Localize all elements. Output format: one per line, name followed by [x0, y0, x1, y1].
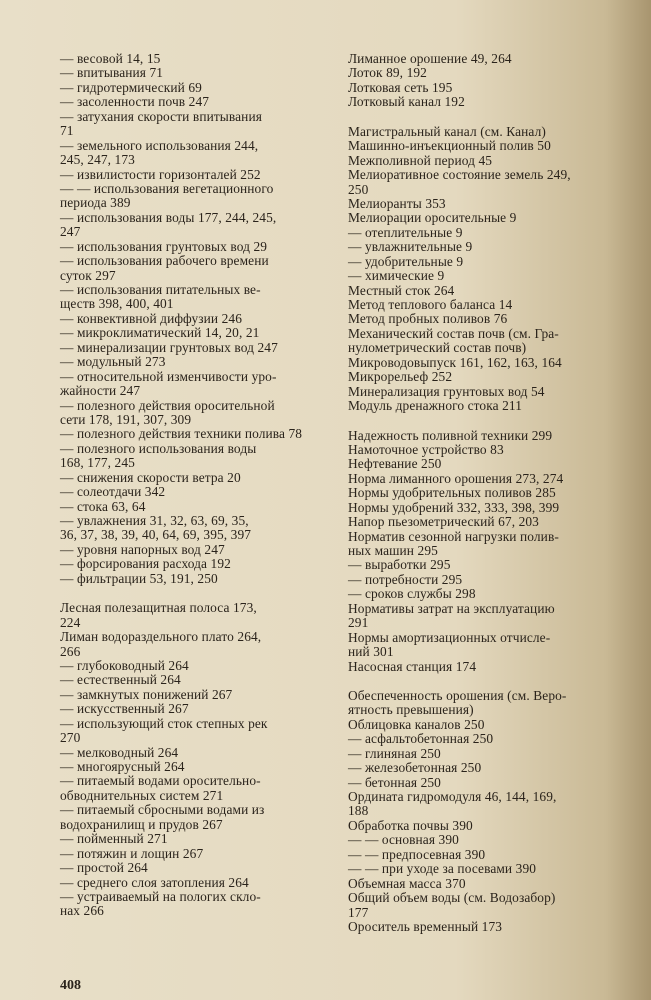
index-entry-line: Намоточное устройство 83 — [348, 441, 504, 457]
index-entry-line: — затухания скорости впитывания — [60, 108, 262, 124]
index-entry-line: — форсирования расхода 192 — [60, 556, 231, 572]
right-group-c — [348, 429, 626, 674]
index-entry-line: — конвективной диффузии 246 — [60, 310, 243, 326]
index-entry-line: 168, 177, 245 — [60, 455, 135, 471]
left-group-a — [60, 52, 332, 586]
index-entry-line: — полезного действия техники полива 78 — [60, 426, 303, 442]
index-entry-line: 71 — [60, 123, 74, 139]
index-entry-line: Ордината гидромодуля 46, 144, 169, — [348, 789, 557, 804]
index-entry-line: Общий объем воды (см. Водозабор) — [348, 890, 556, 906]
index-entry-line: — уровня напорных вод 247 — [60, 541, 225, 557]
index-entry-line: Лотковая сеть 195 — [348, 79, 453, 95]
index-entry-line: Метод пробных поливов 76 — [348, 311, 508, 327]
index-entry-line: Модуль дренажного стока 211 — [348, 398, 523, 414]
index-entry-line: — относительной изменчивости уро- — [60, 368, 277, 384]
index-entry-line: Минерализация грунтовых вод 54 — [348, 383, 545, 399]
index-entry-line: Лиманное орошение 49, 264 — [348, 51, 512, 66]
index-entry-line: Напор пьезометрический 67, 203 — [348, 514, 539, 530]
index-entry-line: Обработка почвы 390 — [348, 817, 473, 833]
index-entry-line: ний 301 — [348, 644, 394, 660]
index-entry-line: — использования рабочего времени — [60, 253, 269, 269]
page-number: 408 — [60, 978, 81, 993]
index-entry-line: — среднего слоя затопления 264 — [60, 874, 249, 890]
index-entry-line: — извилистости горизонталей 252 — [60, 166, 261, 182]
index-entry-line: Микроводовыпуск 161, 162, 163, 164 — [348, 354, 562, 370]
left-column — [60, 52, 332, 919]
index-entry-line: нулометрический состав почв) — [348, 340, 527, 356]
index-entry-line: — использующий сток степных рек — [60, 715, 268, 731]
index-entry-line: — полезного использования воды — [60, 440, 257, 456]
index-entry-line: ятность превышения) — [348, 702, 474, 718]
index-entry-line: жайности 247 — [60, 383, 141, 399]
index-entry-line: Метод теплового баланса 14 — [348, 297, 513, 312]
index-entry-line: — стока 63, 64 — [60, 498, 146, 514]
index-entry-line: — увлажнительные 9 — [348, 239, 473, 255]
index-entry-line: — снижения скорости ветра 20 — [60, 469, 241, 485]
index-entry-line: — использования грунтовых вод 29 — [60, 238, 268, 254]
index-entry-line: Нормы удобрений 332, 333, 398, 399 — [348, 499, 560, 515]
index-entry-line: Нефтевание 250 — [348, 456, 442, 472]
index-entry-line: — солеотдачи 342 — [60, 484, 166, 500]
index-entry-line: — — предпосевная 390 — [348, 846, 486, 862]
index-entry-line: — химические 9 — [348, 268, 445, 284]
index-entry-line: — устраиваемый на пологих скло- — [60, 888, 261, 904]
index-entry-line: Машинно-инъекционный полив 50 — [348, 138, 551, 154]
index-entry-line: — питаемый водами оросительно- — [60, 773, 261, 789]
index-entry-line: Лоток 89, 192 — [348, 65, 427, 81]
index-entry-line: — питаемый сбросными водами из — [60, 802, 265, 818]
index-entry-line: Мелиоранты 353 — [348, 195, 446, 211]
index-entry-line: — бетонная 250 — [348, 774, 441, 790]
index-entry-line: — гидротермический 69 — [60, 79, 202, 95]
index-entry-line: 188 — [348, 803, 369, 819]
index-entry-line: Нормативы затрат на эксплуатацию — [348, 600, 555, 616]
index-entry-line: — увлажнения 31, 32, 63, 69, 35, — [60, 513, 249, 528]
index-entry-line: Микрорельеф 252 — [348, 369, 453, 385]
index-entry-line: — железобетонная 250 — [348, 760, 482, 776]
index-entry-line: водохранилищ и прудов 267 — [60, 816, 223, 832]
left-group-b — [60, 601, 332, 919]
index-entry-line: — мелководный 264 — [60, 744, 179, 760]
index-entry-line: — потяжин и лощин 267 — [60, 845, 204, 861]
index-entry-line: 247 — [60, 224, 81, 240]
index-entry-line: суток 297 — [60, 267, 116, 283]
index-entry-line: — — основная 390 — [348, 832, 459, 848]
index-entry-line: — использования питательных ве- — [60, 282, 261, 297]
group-gap — [60, 586, 332, 601]
index-entry-line: Норматив сезонной нагрузки полив- — [348, 528, 559, 544]
index-entry-line: 245, 247, 173 — [60, 152, 135, 168]
index-entry-line: Местный сток 264 — [348, 282, 455, 298]
index-entry-line: сети 178, 191, 307, 309 — [60, 411, 192, 427]
index-entry-line: — использования воды 177, 244, 245, — [60, 209, 277, 225]
index-entry-line: нах 266 — [60, 903, 104, 919]
right-group-b — [348, 125, 626, 414]
index-entry-line: — земельного использования 244, — [60, 137, 259, 153]
index-entry-line: — удобрительные 9 — [348, 253, 464, 269]
index-entry-line: — полезного действия оросительной — [60, 397, 275, 413]
index-entry-line: — потребности 295 — [348, 571, 463, 587]
right-group-a — [348, 52, 626, 110]
index-entry-line: Механический состав почв (см. Гра- — [348, 325, 559, 341]
index-entry-line: Межполивной период 45 — [348, 152, 493, 168]
index-entry-line: Лиман водораздельного плато 264, — [60, 629, 262, 645]
index-entry-line: — — при уходе за посевами 390 — [348, 861, 537, 877]
group-gap — [348, 414, 626, 429]
group-gap — [348, 674, 626, 689]
right-column — [348, 52, 626, 934]
index-entry-line: Обеспеченность орошения (см. Веро- — [348, 687, 567, 703]
group-gap — [348, 110, 626, 125]
index-entry-line: — простой 264 — [60, 860, 148, 876]
index-entry-line: — отеплительные 9 — [348, 224, 463, 240]
index-entry-line: — фильтрации 53, 191, 250 — [60, 570, 218, 586]
index-entry-line: 266 — [60, 643, 81, 659]
index-entry-line: Ороситель временный 173 — [348, 918, 503, 934]
index-entry-line: периода 389 — [60, 195, 131, 211]
index-entry-line: — выработки 295 — [348, 557, 451, 573]
index-entry-line: 36, 37, 38, 39, 40, 64, 69, 395, 397 — [60, 527, 252, 543]
index-entry-line: — минерализации грунтовых вод 247 — [60, 339, 278, 355]
index-entry-line: Насосная станция 174 — [348, 658, 477, 674]
index-entry-line: 270 — [60, 730, 81, 746]
index-entry-line: обводнительных систем 271 — [60, 787, 224, 803]
index-entry-line: — пойменный 271 — [60, 831, 168, 847]
index-entry-line: — многоярусный 264 — [60, 759, 185, 774]
index-entry-line: — весовой 14, 15 — [60, 51, 161, 66]
index-entry-line: — микроклиматический 14, 20, 21 — [60, 325, 260, 341]
index-entry-line: — асфальтобетонная 250 — [348, 731, 494, 747]
index-entry-line: Лотковый канал 192 — [348, 94, 465, 110]
index-entry-line: 177 — [348, 904, 369, 920]
index-entry-line: Норма лиманного орошения 273, 274 — [348, 470, 564, 486]
index-entry-line: ных машин 295 — [348, 543, 438, 558]
index-entry-line: Надежность поливной техники 299 — [348, 427, 553, 443]
index-entry-line: Нормы удобрительных поливов 285 — [348, 485, 556, 501]
index-entry-line: — модульный 273 — [60, 354, 166, 370]
index-entry-line: Мелиорации оросительные 9 — [348, 210, 517, 226]
index-entry-line: Объемная масса 370 — [348, 875, 466, 891]
index-entry-line: — сроков службы 298 — [348, 586, 476, 602]
index-entry-line: — — использования вегетационного — [60, 180, 274, 196]
index-entry-line: 224 — [60, 614, 81, 630]
index-entry-line: ществ 398, 400, 401 — [60, 296, 174, 312]
index-entry-line: — искусственный 267 — [60, 701, 189, 717]
index-entry-line: 250 — [348, 181, 369, 197]
index-entry-line: — естественный 264 — [60, 672, 181, 688]
index-entry-line: Магистральный канал (см. Канал) — [348, 123, 546, 139]
index-entry-line: — впитывания 71 — [60, 65, 164, 81]
index-entry-line: Нормы амортизационных отчисле- — [348, 629, 551, 645]
index-entry-line: — замкнутых понижений 267 — [60, 686, 233, 702]
index-entry-line: — засоленности почв 247 — [60, 94, 210, 110]
index-entry-line: Облицовка каналов 250 — [348, 716, 485, 732]
index-entry-line: 291 — [348, 615, 369, 631]
index-entry-line: Мелиоративное состояние земель 249, — [348, 167, 571, 183]
index-entry-line: Лесная полезащитная полоса 173, — [60, 600, 257, 616]
right-group-d — [348, 689, 626, 934]
index-entry-line: — глубоководный 264 — [60, 657, 189, 673]
index-entry-line: — глиняная 250 — [348, 745, 441, 761]
